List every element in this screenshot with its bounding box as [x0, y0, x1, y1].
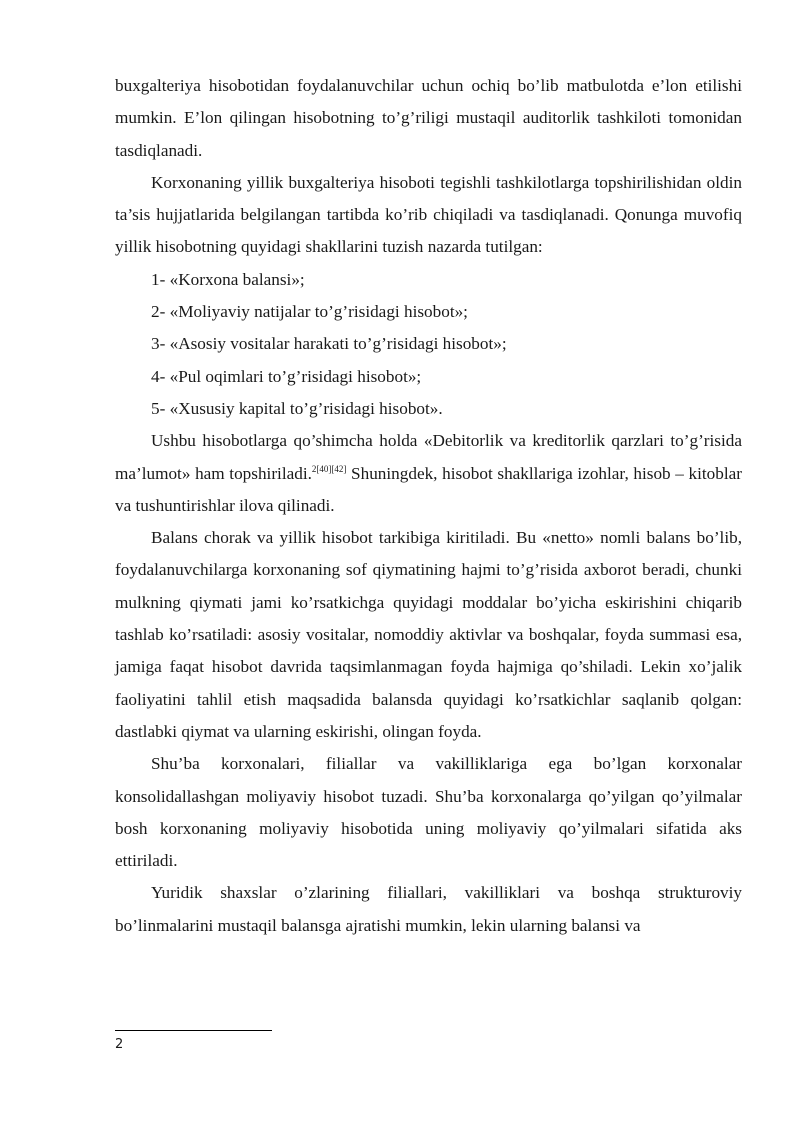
list-item-1: 1- «Korxona balansi»;	[151, 269, 305, 289]
list-item-5: 5- «Xususiy kapital to’g’risidagi hisobot».	[151, 398, 443, 418]
footnote-reference: 2[40][42]	[311, 463, 347, 474]
list-item-4: 4- «Pul oqimlari to’g’risidagi hisobot»;	[151, 366, 422, 386]
paragraph-subsidiaries: Shu’ba korxonalari, filiallar va vakilliklariga ega bo’lgan korxonalar konsolidallashgan moliyaviy hisobot tuzadi. Shu’ba korxonalarga qo’yilgan qo’yilmalar bosh korxonaning moliyaviy hisobotida uning moliyaviy qo’yilmalari sifatida aks ettiriladi.	[115, 754, 742, 871]
footnote-divider	[115, 1030, 272, 1031]
paragraph-legal-entities: Yuridik shaxslar o’zlarining filiallari, vakilliklari va boshqa strukturoviy bo’linmalarini mustaqil balansga ajratishi mumkin, lekin ularning balansi va	[115, 883, 742, 935]
paragraph-ref-after: Shuningdek, hisobot shakllariga izohlar, hisob – kitoblar va tushuntirishlar ilova qilinadi.	[115, 463, 742, 515]
list-item-3: 3- «Asosiy vositalar harakati to’g’risidagi hisobot»;	[151, 334, 507, 354]
paragraph-ref-before: Ushbu hisobotlarga qo’shimcha holda «Debitorlik va kreditorlik qarzlari to’g’risida ma’lumot» ham topshiriladi.	[115, 431, 742, 483]
list-item-2: 2- «Moliyaviy natijalar to’g’risidagi hisobot»;	[151, 302, 468, 322]
footnote-number: 2	[115, 1037, 124, 1052]
paragraph-balance: Balans chorak va yillik hisobot tarkibiga kiritiladi. Bu «netto» nomli balans bo’lib, foydalanuvchilarga korxonaning sof qiymatining hajmi to’g’risida axborot beradi, chunki mulkning qiymati jami ko’rsatkichga quyidagi moddalar bo’yicha eskirishini chiqarib tashlab ko’rsatiladi: asosiy vositalar, nomoddiy aktivlar va boshqalar, foyda summasi esa, jamiga faqat hisobot davrida taqsimlanmagan foyda hajmiga qo’shiladi. Lekin xo’jalik faoliyatini tahlil etish maqsadida balansda quyidagi ko’rsatkichlar saqlanib qolgan: dastlabki qiymat va ularning eskirishi, olingan foyda.	[115, 528, 742, 741]
paragraph-2: Korxonaning yillik buxgalteriya hisoboti tegishli tashkilotlarga topshirilishidan oldin ta’sis hujjatlarida belgilangan tartibda ko’rib chiqiladi va tasdiqlanadi. Qonunga muvofiq yillik hisobotning quyidagi shakllarini tuzish nazarda tutilgan:	[115, 172, 742, 257]
paragraph-1: buxgalteriya hisobotidan foydalanuvchilar uchun ochiq bo’lib matbulotda e’lon etilishi mumkin. E’lon qilingan hisobotning to’g’riligi mustaqil auditorlik tashkiloti tomonidan tasdiqlanadi.	[115, 76, 742, 160]
paragraph-with-reference	[115, 425, 742, 522]
body-text	[115, 70, 742, 942]
